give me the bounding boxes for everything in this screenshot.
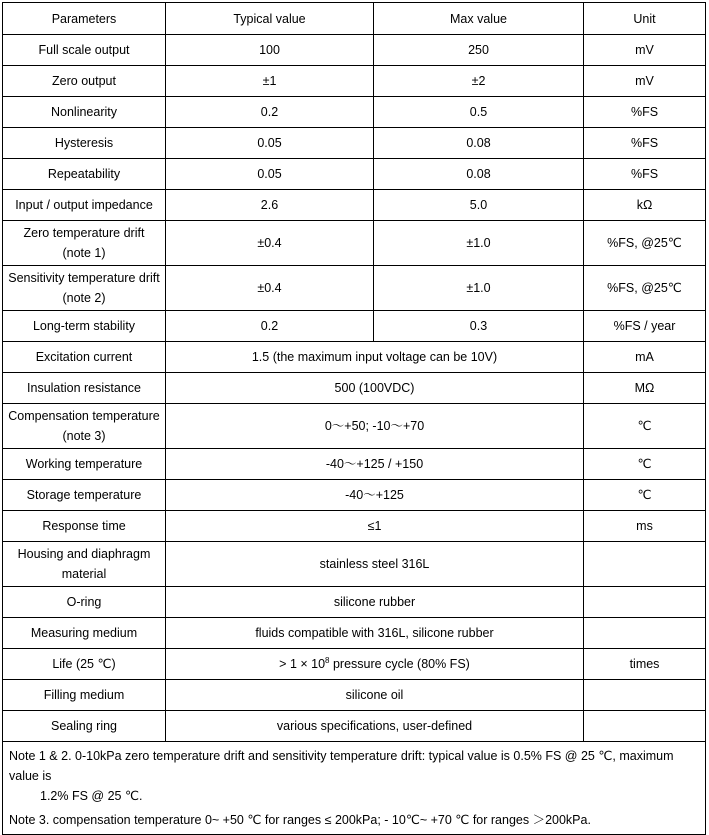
life-value-prefix: > 1 × 10 bbox=[279, 657, 326, 671]
row-unit: MΩ bbox=[584, 373, 706, 404]
row-unit bbox=[584, 618, 706, 649]
notes-row bbox=[3, 742, 706, 835]
row-unit bbox=[584, 680, 706, 711]
row-unit: kΩ bbox=[584, 190, 706, 221]
note-1-2-line-2: 1.2% FS @ 25 ℃. bbox=[40, 789, 143, 803]
row-max: 0.3 bbox=[374, 311, 584, 342]
row-param: Nonlinearity bbox=[3, 97, 166, 128]
header-unit: Unit bbox=[584, 3, 706, 35]
row-typical: 2.6 bbox=[166, 190, 374, 221]
table-row bbox=[3, 404, 706, 449]
row-unit: ℃ bbox=[584, 449, 706, 480]
table-row bbox=[3, 311, 706, 342]
param-line-2: (note 1) bbox=[62, 246, 106, 260]
row-value: various specifications, user-defined bbox=[166, 711, 584, 742]
table-row bbox=[3, 128, 706, 159]
row-value: fluids compatible with 316L, silicone rubber bbox=[166, 618, 584, 649]
table-row bbox=[3, 511, 706, 542]
row-typical: ±0.4 bbox=[166, 221, 374, 266]
row-unit: %FS, @25℃ bbox=[584, 266, 706, 311]
table-row bbox=[3, 66, 706, 97]
row-param: O-ring bbox=[3, 587, 166, 618]
param-line-2: (note 3) bbox=[62, 429, 106, 443]
row-unit: %FS bbox=[584, 159, 706, 190]
row-param: Life (25 ℃) bbox=[3, 649, 166, 680]
row-unit: ℃ bbox=[584, 404, 706, 449]
row-unit: %FS bbox=[584, 128, 706, 159]
note-1-2-line-1: Note 1 & 2. 0-10kPa zero temperature drift and sensitivity temperature drift: typical value is 0.5% FS @ 25 ℃, maximum value is bbox=[9, 749, 674, 783]
table-row bbox=[3, 680, 706, 711]
table-row bbox=[3, 97, 706, 128]
row-max: 0.08 bbox=[374, 128, 584, 159]
row-max: 250 bbox=[374, 35, 584, 66]
row-max: 5.0 bbox=[374, 190, 584, 221]
row-unit bbox=[584, 587, 706, 618]
row-value: silicone oil bbox=[166, 680, 584, 711]
param-line-1: Zero temperature drift bbox=[23, 226, 145, 240]
row-unit: mV bbox=[584, 66, 706, 97]
row-value: 0～+50; -10～+70 bbox=[166, 404, 584, 449]
table-row bbox=[3, 342, 706, 373]
row-unit: %FS bbox=[584, 97, 706, 128]
row-param: Excitation current bbox=[3, 342, 166, 373]
row-param: Hysteresis bbox=[3, 128, 166, 159]
row-value: -40～+125 bbox=[166, 480, 584, 511]
row-param: Measuring medium bbox=[3, 618, 166, 649]
row-max: 0.5 bbox=[374, 97, 584, 128]
row-typical: 0.2 bbox=[166, 97, 374, 128]
table-row bbox=[3, 190, 706, 221]
table-row bbox=[3, 159, 706, 190]
table-row bbox=[3, 449, 706, 480]
table-row bbox=[3, 649, 706, 680]
row-param bbox=[3, 266, 166, 311]
row-typical: ±0.4 bbox=[166, 266, 374, 311]
row-unit: mV bbox=[584, 35, 706, 66]
row-param: Filling medium bbox=[3, 680, 166, 711]
row-max: ±1.0 bbox=[374, 221, 584, 266]
row-param: Sealing ring bbox=[3, 711, 166, 742]
row-param: Long-term stability bbox=[3, 311, 166, 342]
specification-table bbox=[2, 2, 706, 835]
table-row bbox=[3, 266, 706, 311]
life-value-exponent: 8 bbox=[325, 655, 330, 665]
row-typical: ±1 bbox=[166, 66, 374, 97]
row-param bbox=[3, 221, 166, 266]
row-param: Insulation resistance bbox=[3, 373, 166, 404]
note-3: Note 3. compensation temperature 0~ +50 ℃ for ranges ≤ 200kPa; - 10℃~ +70 ℃ for ranges ＞200kPa. bbox=[9, 813, 591, 827]
row-param: Zero output bbox=[3, 66, 166, 97]
life-value-suffix: pressure cycle (80% FS) bbox=[329, 657, 470, 671]
table-header-row bbox=[3, 3, 706, 35]
row-param: Response time bbox=[3, 511, 166, 542]
param-line-1: Housing and diaphragm bbox=[17, 547, 151, 561]
row-value: 1.5 (the maximum input voltage can be 10V) bbox=[166, 342, 584, 373]
row-value bbox=[166, 649, 584, 680]
param-line-1: Sensitivity temperature drift bbox=[8, 271, 160, 285]
table-row bbox=[3, 587, 706, 618]
row-unit bbox=[584, 711, 706, 742]
row-param: Storage temperature bbox=[3, 480, 166, 511]
param-line-1: Compensation temperature bbox=[8, 409, 160, 423]
row-unit: mA bbox=[584, 342, 706, 373]
table-row bbox=[3, 35, 706, 66]
row-unit: ms bbox=[584, 511, 706, 542]
row-unit: times bbox=[584, 649, 706, 680]
row-param: Full scale output bbox=[3, 35, 166, 66]
row-value: ≤1 bbox=[166, 511, 584, 542]
row-param: Input / output impedance bbox=[3, 190, 166, 221]
notes-cell bbox=[3, 742, 706, 835]
row-param: Working temperature bbox=[3, 449, 166, 480]
row-typical: 100 bbox=[166, 35, 374, 66]
row-typical: 0.05 bbox=[166, 159, 374, 190]
row-unit: %FS, @25℃ bbox=[584, 221, 706, 266]
row-value: -40～+125 / +150 bbox=[166, 449, 584, 480]
header-max-value: Max value bbox=[374, 3, 584, 35]
header-typical-value: Typical value bbox=[166, 3, 374, 35]
param-line-2: (note 2) bbox=[62, 291, 106, 305]
table-row bbox=[3, 480, 706, 511]
table-row bbox=[3, 618, 706, 649]
row-param bbox=[3, 542, 166, 587]
row-unit bbox=[584, 542, 706, 587]
row-typical: 0.2 bbox=[166, 311, 374, 342]
row-unit: ℃ bbox=[584, 480, 706, 511]
table-row bbox=[3, 711, 706, 742]
header-parameters: Parameters bbox=[3, 3, 166, 35]
row-value: 500 (100VDC) bbox=[166, 373, 584, 404]
row-param: Repeatability bbox=[3, 159, 166, 190]
table-row bbox=[3, 221, 706, 266]
row-max: ±1.0 bbox=[374, 266, 584, 311]
param-line-2: material bbox=[61, 567, 107, 581]
table-row bbox=[3, 373, 706, 404]
row-typical: 0.05 bbox=[166, 128, 374, 159]
row-value: silicone rubber bbox=[166, 587, 584, 618]
row-value: stainless steel 316L bbox=[166, 542, 584, 587]
row-unit: %FS / year bbox=[584, 311, 706, 342]
table-row bbox=[3, 542, 706, 587]
row-max: ±2 bbox=[374, 66, 584, 97]
row-max: 0.08 bbox=[374, 159, 584, 190]
row-param bbox=[3, 404, 166, 449]
